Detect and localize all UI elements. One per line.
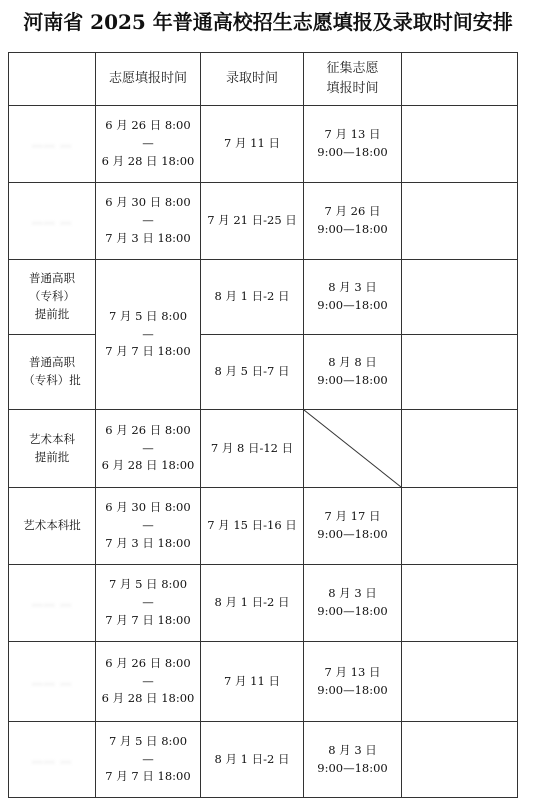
- schedule-table: [8, 52, 518, 798]
- table-row: [9, 410, 518, 488]
- admit-time-cell: 8 月 1 日-2 日: [201, 722, 304, 798]
- extra-cell: [402, 183, 518, 260]
- header-fill-time: 志愿填报时间: [96, 53, 201, 106]
- page-title: 河南省 2025 年普通高校招生志愿填报及录取时间安排: [23, 10, 513, 34]
- diagonal-line: [304, 410, 401, 487]
- collect-time-cell: 7 月 13 日 9:00—18:00: [304, 106, 402, 183]
- table-row: [9, 488, 518, 565]
- admit-time-cell: 7 月 11 日: [201, 106, 304, 183]
- collect-time-cell: 8 月 3 日 9:00—18:00: [304, 565, 402, 642]
- header-extra: [402, 53, 518, 106]
- admit-time-cell: 7 月 21 日-25 日: [201, 183, 304, 260]
- header-collect-time: 征集志愿 填报时间: [304, 53, 402, 106]
- header-batch: [9, 53, 96, 106]
- table-row: [9, 183, 518, 260]
- table-row: [9, 642, 518, 722]
- admit-time-cell: 7 月 11 日: [201, 642, 304, 722]
- fill-time-cell: 6 月 30 日 8:00 — 7 月 3 日 18:00: [96, 488, 201, 565]
- extra-cell: [402, 335, 518, 410]
- table-row: [9, 722, 518, 798]
- extra-cell: [402, 642, 518, 722]
- admit-time-cell: 8 月 5 日-7 日: [201, 335, 304, 410]
- extra-cell: [402, 260, 518, 335]
- admit-time-cell: 7 月 15 日-16 日: [201, 488, 304, 565]
- fill-time-cell: 6 月 26 日 8:00 — 6 月 28 日 18:00: [96, 410, 201, 488]
- table-row: [9, 106, 518, 183]
- fill-time-cell: 7 月 5 日 8:00 — 7 月 7 日 18:00: [96, 565, 201, 642]
- table-row: [9, 335, 518, 410]
- collect-time-cell: 8 月 3 日 9:00—18:00: [304, 722, 402, 798]
- fill-time-cell: 6 月 26 日 8:00 — 6 月 28 日 18:00: [96, 642, 201, 722]
- table-row: [9, 565, 518, 642]
- collect-time-cell: 7 月 13 日 9:00—18:00: [304, 642, 402, 722]
- admit-time-cell: 8 月 1 日-2 日: [201, 565, 304, 642]
- fill-time-cell: 6 月 30 日 8:00 — 7 月 3 日 18:00: [96, 183, 201, 260]
- batch-cell: …… …: [9, 722, 96, 798]
- extra-cell: [402, 106, 518, 183]
- header-admit-time: 录取时间: [201, 53, 304, 106]
- fill-time-cell: 7 月 5 日 8:00 — 7 月 7 日 18:00: [96, 722, 201, 798]
- fill-time-cell: 6 月 26 日 8:00 — 6 月 28 日 18:00: [96, 106, 201, 183]
- collect-time-cell: 7 月 17 日 9:00—18:00: [304, 488, 402, 565]
- extra-cell: [402, 488, 518, 565]
- batch-cell: 艺术本科批: [9, 488, 96, 565]
- batch-cell: …… …: [9, 642, 96, 722]
- extra-cell: [402, 722, 518, 798]
- batch-cell: …… …: [9, 565, 96, 642]
- batch-cell: …… …: [9, 106, 96, 183]
- extra-cell: [402, 565, 518, 642]
- collect-time-cell: 8 月 8 日 9:00—18:00: [304, 335, 402, 410]
- table-row: [9, 260, 518, 335]
- admit-time-cell: 7 月 8 日-12 日: [201, 410, 304, 488]
- batch-cell: 普通高职 （专科）批: [9, 335, 96, 410]
- table-header-row: [9, 53, 518, 106]
- collect-time-cell: 8 月 3 日 9:00—18:00: [304, 260, 402, 335]
- extra-cell: [402, 410, 518, 488]
- admit-time-cell: 8 月 1 日-2 日: [201, 260, 304, 335]
- collect-time-cell-empty: [304, 410, 402, 488]
- batch-cell: …… …: [9, 183, 96, 260]
- batch-cell: 艺术本科 提前批: [9, 410, 96, 488]
- batch-cell: 普通高职 （专科） 提前批: [9, 260, 96, 335]
- fill-time-cell: 7 月 5 日 8:00 — 7 月 7 日 18:00: [96, 260, 201, 410]
- collect-time-cell: 7 月 26 日 9:00—18:00: [304, 183, 402, 260]
